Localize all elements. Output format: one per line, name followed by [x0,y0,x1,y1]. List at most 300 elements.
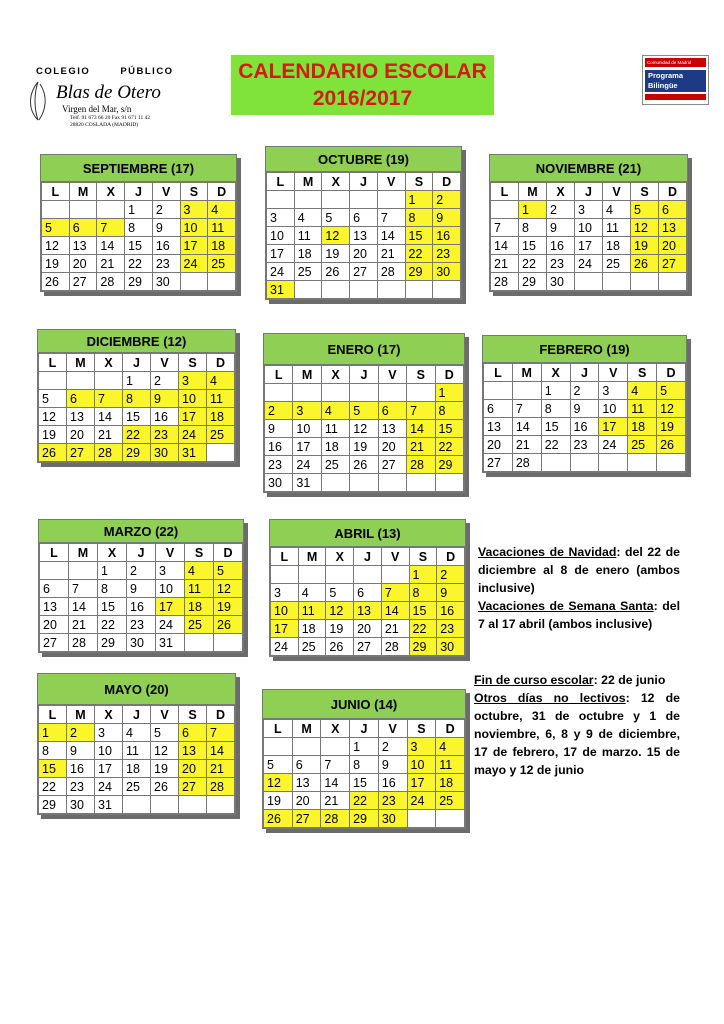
holiday-day-cell: 17 [271,620,299,638]
holiday-day-cell: 26 [214,616,243,634]
school-name: Blas de Otero [56,82,161,103]
holiday-day-cell: 30 [378,810,407,828]
weekday-header: V [381,548,409,566]
school-day-cell: 21 [97,255,125,273]
holiday-day-cell: 4 [628,382,657,400]
school-day-cell: 10 [599,400,628,418]
school-day-cell: 27 [484,454,513,472]
empty-day-cell [407,474,435,492]
holiday-day-cell: 27 [179,778,207,796]
weekday-header-row [42,183,236,201]
empty-day-cell [659,273,687,291]
empty-day-cell [326,566,354,584]
holiday-day-cell: 1 [39,724,67,742]
week-row [267,191,461,209]
holiday-day-cell: 17 [599,418,628,436]
school-day-cell: 26 [350,456,378,474]
month-grid [38,353,235,462]
holiday-day-cell: 18 [208,237,236,255]
school-day-cell: 16 [378,774,407,792]
school-day-cell: 17 [293,438,321,456]
school-day-cell: 5 [326,584,354,602]
school-day-cell: 8 [519,219,547,237]
holiday-day-cell: 1 [435,384,463,402]
holiday-day-cell: 12 [326,602,354,620]
holiday-day-cell: 26 [39,444,67,462]
school-day-cell: 1 [541,382,570,400]
holiday-day-cell: 31 [267,281,295,299]
calendar-title [231,55,494,115]
school-day-cell: 15 [519,237,547,255]
week-row [40,616,243,634]
school-day-cell: 4 [298,584,326,602]
note-otros [474,689,680,779]
school-day-cell: 12 [42,237,70,255]
week-row [264,738,465,756]
school-day-cell: 16 [151,408,179,426]
week-row [491,255,687,273]
weekday-header: J [354,548,382,566]
school-day-cell: 19 [326,620,354,638]
note-fin-text: : 22 de junio [593,673,666,687]
empty-day-cell [657,454,686,472]
school-day-cell: 2 [151,372,179,390]
school-day-cell: 9 [265,420,293,438]
week-row [42,273,236,291]
week-row [264,774,465,792]
holiday-day-cell: 9 [151,390,179,408]
school-day-cell: 11 [294,227,322,245]
school-day-cell: 23 [570,436,599,454]
holiday-day-cell: 11 [628,400,657,418]
empty-day-cell [321,474,349,492]
school-day-cell: 13 [350,227,378,245]
weekday-header: D [207,706,235,724]
month-calendar [269,519,466,657]
holiday-day-cell: 22 [409,620,437,638]
weekday-header-row [264,720,465,738]
holiday-day-cell: 21 [207,760,235,778]
week-row [267,227,461,245]
leaf-logo-icon [26,80,50,122]
school-day-cell: 29 [98,634,127,652]
month-calendar [265,146,462,300]
week-row [265,420,464,438]
holiday-day-cell: 10 [407,756,436,774]
holiday-day-cell: 28 [95,444,123,462]
holiday-day-cell: 12 [264,774,293,792]
month-calendar [40,154,237,292]
weekday-header: L [265,366,293,384]
weekday-header: L [264,720,293,738]
holiday-day-cell: 14 [207,742,235,760]
empty-day-cell [207,796,235,814]
holiday-day-cell: 8 [409,584,437,602]
week-row [491,273,687,291]
holiday-day-cell: 14 [407,420,435,438]
school-day-cell: 19 [322,245,350,263]
weekday-header: S [180,183,208,201]
school-day-cell: 28 [69,634,98,652]
school-day-cell: 27 [69,273,97,291]
school-day-cell: 21 [69,616,98,634]
weekday-header: M [69,183,97,201]
school-day-cell: 24 [271,638,299,656]
empty-day-cell [271,566,299,584]
holiday-day-cell: 28 [407,456,435,474]
holiday-day-cell: 22 [350,792,379,810]
weekday-header-row [267,173,461,191]
empty-day-cell [407,810,436,828]
holiday-day-cell: 17 [179,408,207,426]
empty-day-cell [151,796,179,814]
week-row [265,474,464,492]
school-day-cell: 9 [378,756,407,774]
weekday-header: M [294,173,322,191]
school-day-cell: 31 [95,796,123,814]
week-row [271,638,465,656]
note-navidad [478,543,680,597]
holiday-day-cell: 8 [123,390,151,408]
holiday-day-cell: 4 [185,562,214,580]
school-day-cell: 5 [151,724,179,742]
weekday-header: V [152,183,180,201]
empty-day-cell [628,454,657,472]
school-day-cell: 14 [377,227,405,245]
weekday-header: L [484,364,513,382]
weekday-header: S [631,183,659,201]
holiday-day-cell: 24 [179,426,207,444]
empty-day-cell [40,562,69,580]
month-title: DICIEMBRE (12) [38,330,235,353]
school-day-cell: 22 [519,255,547,273]
holiday-day-cell: 7 [407,402,435,420]
weekday-header: D [214,544,243,562]
empty-day-cell [381,566,409,584]
school-day-cell: 14 [97,237,125,255]
holiday-day-cell: 20 [179,760,207,778]
holiday-day-cell: 6 [67,390,95,408]
week-row [265,456,464,474]
school-day-cell: 24 [293,456,321,474]
week-row [264,792,465,810]
empty-day-cell [350,474,378,492]
holiday-day-cell: 2 [67,724,95,742]
school-day-cell: 11 [321,420,349,438]
empty-day-cell [265,384,293,402]
holiday-day-cell: 23 [433,245,461,263]
school-day-cell: 15 [350,774,379,792]
school-day-cell: 3 [575,201,603,219]
weekday-header: D [657,364,686,382]
holiday-day-cell: 4 [436,738,465,756]
week-row [39,426,235,444]
school-day-cell: 28 [377,263,405,281]
holiday-day-cell: 6 [378,402,406,420]
empty-day-cell [292,738,321,756]
empty-day-cell [123,796,151,814]
school-day-cell: 19 [39,426,67,444]
holiday-day-cell: 12 [657,400,686,418]
empty-day-cell [298,566,326,584]
holiday-day-cell: 25 [628,436,657,454]
school-day-cell: 24 [267,263,295,281]
empty-day-cell [350,191,378,209]
holiday-day-cell: 10 [180,219,208,237]
school-day-cell: 17 [575,237,603,255]
school-day-cell: 31 [293,474,321,492]
school-day-cell: 7 [69,580,98,598]
school-day-cell: 7 [491,219,519,237]
holiday-day-cell: 23 [151,426,179,444]
weekday-header: X [321,720,350,738]
holiday-day-cell: 25 [207,426,235,444]
week-row [491,219,687,237]
school-phone: Telf. 91 673 66 20 Fax 91 671 11 42 [70,115,151,121]
title-line1: CALENDARIO ESCOLAR [238,60,487,83]
holiday-day-cell: 28 [207,778,235,796]
weekday-header: D [437,548,465,566]
school-day-cell: 12 [151,742,179,760]
weekday-header: V [603,183,631,201]
holiday-day-cell: 1 [519,201,547,219]
empty-day-cell [599,454,628,472]
empty-day-cell [377,191,405,209]
school-day-cell: 30 [152,273,180,291]
weekday-header: D [433,173,461,191]
badge-line2: Bilingüe [648,81,678,90]
school-day-cell: 21 [512,436,541,454]
week-row [267,281,461,299]
weekday-header: D [659,183,687,201]
school-day-cell: 4 [123,724,151,742]
week-row [39,372,235,390]
empty-day-cell [69,562,98,580]
holiday-day-cell: 7 [97,219,125,237]
school-day-cell: 20 [378,438,406,456]
school-day-cell: 17 [95,760,123,778]
empty-day-cell [321,738,350,756]
week-row [484,418,686,436]
weekday-header: X [547,183,575,201]
holiday-day-cell: 15 [435,420,463,438]
weekday-header: V [151,706,179,724]
month-title: MAYO (20) [38,674,235,705]
week-row [484,436,686,454]
weekday-header: V [156,544,185,562]
school-day-cell: 27 [40,634,69,652]
school-day-cell: 8 [98,580,127,598]
month-grid [270,547,465,656]
school-day-cell: 7 [321,756,350,774]
school-day-cell: 2 [152,201,180,219]
holiday-day-cell: 12 [322,227,350,245]
school-day-cell: 8 [541,400,570,418]
week-row [264,810,465,828]
holiday-day-cell: 25 [185,616,214,634]
week-row [271,566,465,584]
school-day-cell: 13 [67,408,95,426]
holiday-day-cell: 17 [156,598,185,616]
school-day-cell: 6 [354,584,382,602]
week-row [265,438,464,456]
school-day-cell: 14 [321,774,350,792]
school-day-cell: 30 [127,634,156,652]
school-day-cell: 28 [512,454,541,472]
school-day-cell: 14 [512,418,541,436]
month-title: ENERO (17) [264,334,464,365]
school-day-cell: 27 [378,456,406,474]
holiday-day-cell: 17 [180,237,208,255]
school-day-cell: 22 [39,778,67,796]
empty-day-cell [354,566,382,584]
school-day-cell: 27 [354,638,382,656]
week-row [264,756,465,774]
week-row [39,796,235,814]
school-day-cell: 29 [125,273,153,291]
weekday-header: J [570,364,599,382]
school-day-cell: 2 [127,562,156,580]
school-day-cell: 13 [484,418,513,436]
month-grid [266,172,461,299]
school-day-cell: 6 [292,756,321,774]
school-day-cell: 14 [95,408,123,426]
school-day-cell: 29 [39,796,67,814]
weekday-header-row [39,706,235,724]
holiday-day-cell: 6 [69,219,97,237]
month-title: OCTUBRE (19) [266,147,461,172]
school-day-cell: 6 [40,580,69,598]
holiday-day-cell: 11 [208,219,236,237]
school-day-cell: 10 [293,420,321,438]
holiday-day-cell: 27 [292,810,321,828]
school-day-cell: 25 [321,456,349,474]
month-calendar [37,329,236,463]
holiday-day-cell: 3 [293,402,321,420]
school-day-cell: 9 [152,219,180,237]
school-day-cell: 13 [292,774,321,792]
school-day-cell: 4 [603,201,631,219]
empty-day-cell [350,384,378,402]
badge-region: Comunidad de Madrid [645,58,706,67]
holiday-day-cell: 18 [628,418,657,436]
empty-day-cell [179,796,207,814]
school-day-cell: 12 [39,408,67,426]
holiday-day-cell: 4 [321,402,349,420]
week-row [42,219,236,237]
month-title: SEPTIEMBRE (17) [41,155,236,182]
vacations-notes [478,543,680,633]
weekday-header: V [377,173,405,191]
school-day-cell: 26 [42,273,70,291]
week-row [484,400,686,418]
holiday-day-cell: 15 [405,227,433,245]
holiday-day-cell: 31 [179,444,207,462]
month-calendar [482,335,687,473]
school-day-cell: 22 [541,436,570,454]
holiday-day-cell: 19 [214,598,243,616]
weekday-header: X [321,366,349,384]
week-row [42,237,236,255]
holiday-day-cell: 21 [407,438,435,456]
school-day-cell: 15 [541,418,570,436]
school-day-cell: 21 [321,792,350,810]
weekday-header: L [39,354,67,372]
school-day-cell: 26 [151,778,179,796]
month-title: JUNIO (14) [263,690,465,719]
holiday-day-cell: 7 [95,390,123,408]
weekday-header: M [67,354,95,372]
empty-day-cell [603,273,631,291]
holiday-day-cell: 11 [298,602,326,620]
school-day-cell: 22 [125,255,153,273]
month-grid [38,705,235,814]
holiday-day-cell: 13 [354,602,382,620]
empty-day-cell [436,810,465,828]
note-otros-label: Otros días no lectivos [474,691,626,705]
weekday-header: V [378,720,407,738]
holiday-day-cell: 2 [265,402,293,420]
school-day-cell: 28 [381,638,409,656]
weekday-header: M [298,548,326,566]
school-day-cell: 16 [570,418,599,436]
holiday-day-cell: 1 [409,566,437,584]
school-day-cell: 22 [98,616,127,634]
holiday-day-cell: 26 [264,810,293,828]
school-day-cell: 23 [127,616,156,634]
week-row [39,760,235,778]
empty-day-cell [433,281,461,299]
school-day-cell: 30 [547,273,575,291]
note-navidad-text: : del 22 de diciembre al 8 de enero (ambos inclusive) [478,545,680,595]
school-day-cell: 7 [377,209,405,227]
school-day-cell: 13 [40,598,69,616]
empty-day-cell [575,273,603,291]
empty-day-cell [69,201,97,219]
holiday-day-cell: 3 [407,738,436,756]
holiday-day-cell: 25 [208,255,236,273]
weekday-header: L [39,706,67,724]
holiday-day-cell: 3 [180,201,208,219]
school-day-cell: 5 [264,756,293,774]
month-calendar [489,154,688,292]
school-day-cell: 16 [152,237,180,255]
weekday-header: M [512,364,541,382]
week-row [39,724,235,742]
school-type-colegio: COLEGIO [36,66,91,77]
badge-program [645,70,706,92]
empty-day-cell [214,634,243,652]
school-day-cell: 21 [491,255,519,273]
week-row [39,778,235,796]
school-day-cell: 28 [491,273,519,291]
month-grid [39,543,243,652]
holiday-day-cell: 26 [631,255,659,273]
holiday-day-cell: 23 [378,792,407,810]
holiday-day-cell: 12 [214,580,243,598]
school-day-cell: 21 [381,620,409,638]
other-notes [474,671,680,779]
holiday-day-cell: 5 [631,201,659,219]
weekday-header-row [265,366,464,384]
school-day-cell: 6 [484,400,513,418]
empty-day-cell [293,384,321,402]
note-fin-label: Fin de curso escolar [474,673,594,687]
school-day-cell: 24 [156,616,185,634]
weekday-header: S [407,720,436,738]
holiday-day-cell: 9 [433,209,461,227]
holiday-day-cell: 17 [407,774,436,792]
